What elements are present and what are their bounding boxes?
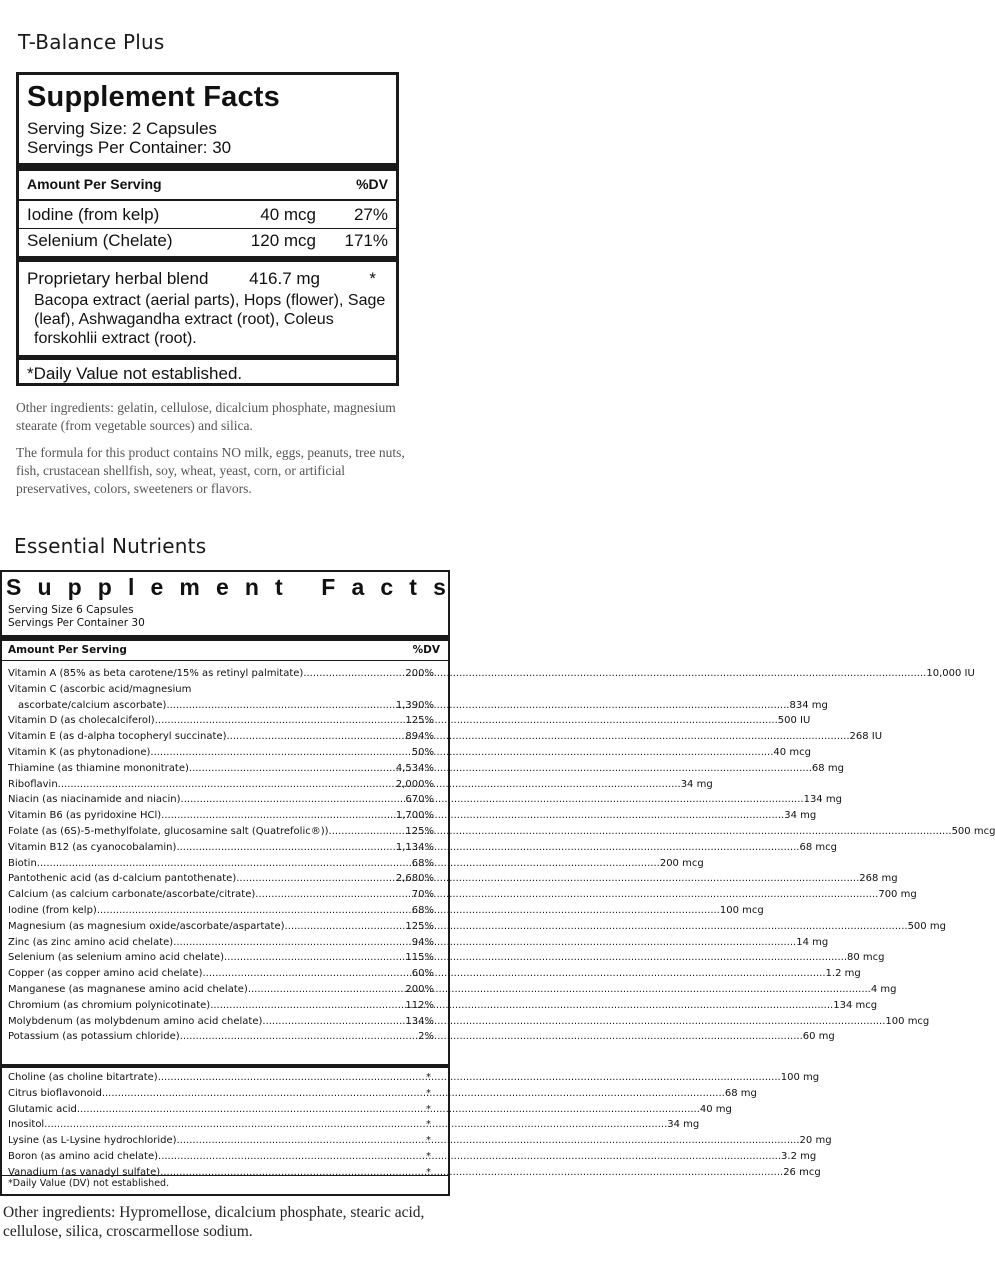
- nutrient-amount: 34 mg: [680, 778, 713, 790]
- nutrient-amount: 268 mg: [859, 873, 898, 885]
- title-letter: a: [351, 574, 365, 600]
- supplement-facts-panel: [16, 72, 399, 386]
- nutrient-row: [8, 935, 829, 951]
- nutrient-dv: 50%: [411, 746, 434, 758]
- nutrient-name: Folate (as (6S)-5-methylfolate, glucosamine salt (Quatrefolic®)): [8, 825, 329, 837]
- nutrient-dv: 1,134%: [395, 841, 434, 853]
- blend-amount: 416.7 mg: [249, 269, 320, 288]
- nutrient-name: Iodine (from kelp): [8, 904, 97, 916]
- nutrient-dv: 670%: [405, 794, 434, 806]
- nutrient-amount: 3.2 mg: [781, 1150, 817, 1162]
- title-letter: c: [380, 574, 394, 600]
- thick-divider: [19, 355, 396, 360]
- nutrient-row-continued: [8, 682, 440, 698]
- panel-footnote: *Daily Value (DV) not established.: [8, 1178, 170, 1189]
- other-nutrient-row: [8, 1149, 817, 1165]
- nutrient-name: Selenium (as selenium amino acid chelate): [8, 952, 224, 964]
- nutrient-row: [8, 950, 885, 966]
- nutrient-dv: 1,700%: [395, 810, 434, 822]
- nutrient-row: [27, 230, 388, 252]
- divider: [2, 1175, 448, 1176]
- title-letter: u: [37, 574, 52, 600]
- allergen-statement: The formula for this product contains NO milk, eggs, peanuts, tree nuts, fish, crustacean shellfish, soy, wheat, yeast, corn, or artificial preservatives, colors, sweeteners or flavors.: [16, 445, 405, 496]
- nutrient-dv: 200%: [405, 668, 434, 679]
- nutrient-dv: 68%: [411, 857, 434, 869]
- nutrient-name: Boron (as amino acid chelate): [8, 1150, 159, 1162]
- serving-info: [27, 119, 231, 157]
- nutrient-amount: 34 mg: [667, 1119, 700, 1131]
- amount-per-serving-label: Amount Per Serving: [27, 176, 162, 192]
- nutrient-row: [8, 792, 842, 808]
- footnote-text: *Daily Value not established.: [27, 364, 243, 383]
- nutrient-dv: 171%: [344, 231, 388, 250]
- nutrient-rows: [8, 713, 995, 1045]
- nutrient-amount: 40 mg: [699, 1103, 732, 1115]
- panel-footnote: [27, 363, 388, 385]
- title-letter: m: [179, 574, 200, 600]
- nutrient-amount: 40 mcg: [260, 205, 316, 224]
- thick-divider: [19, 163, 396, 171]
- other-nutrient-row: [8, 1086, 757, 1102]
- nutrient-dv: 125%: [405, 825, 434, 837]
- nutrient-amount: 10,000 IU: [926, 668, 975, 679]
- nutrient-amount: 40 mcg: [773, 746, 811, 758]
- nutrient-name: Inositol: [8, 1119, 45, 1131]
- nutrient-dv: *: [426, 1072, 431, 1083]
- title-letter: e: [150, 574, 164, 600]
- nutrient-dv: 200%: [405, 983, 434, 995]
- thick-divider: [2, 635, 448, 641]
- title-letter: l: [127, 574, 135, 600]
- nutrient-row: [8, 745, 811, 761]
- nutrient-dv: 2,680%: [395, 873, 434, 885]
- nutrient-amount: 700 mg: [878, 889, 917, 901]
- amount-header: [27, 174, 388, 194]
- nutrient-row: [8, 856, 704, 872]
- other-nutrient-row: [8, 1117, 700, 1133]
- nutrient-name: Vitamin D (as cholecalciferol): [8, 715, 155, 727]
- serving-size: Serving Size 6 Capsules: [8, 604, 134, 616]
- nutrient-row: [8, 919, 946, 935]
- nutrient-name: Thiamine (as thiamine mononitrate): [8, 762, 189, 774]
- nutrient-name: Choline (as choline bitartrate): [8, 1072, 158, 1083]
- title-letter: t: [275, 574, 283, 600]
- nutrient-dv: 68%: [411, 904, 434, 916]
- nutrient-name: Citrus bioflavonoid: [8, 1087, 102, 1099]
- other-nutrient-row: [8, 1133, 832, 1149]
- nutrient-row: [8, 824, 995, 840]
- nutrient-row: [8, 966, 861, 982]
- nutrient-amount: 26 mcg: [783, 1166, 821, 1178]
- title-letter: S: [6, 574, 22, 600]
- nutrient-name: Iodine (from kelp): [27, 205, 160, 224]
- nutrient-dv: 115%: [405, 952, 434, 964]
- serving-info: [8, 604, 145, 630]
- nutrient-row: [8, 761, 844, 777]
- panel-title: [6, 574, 446, 601]
- nutrient-name: Vanadium (as vanadyl sulfate): [8, 1166, 161, 1178]
- blend-dv: *: [369, 269, 376, 288]
- nutrient-dv: 125%: [405, 715, 434, 727]
- nutrient-dv: 4,534%: [395, 762, 434, 774]
- product-title: Essential Nutrients: [14, 534, 207, 558]
- other-nutrient-row: [8, 1070, 820, 1086]
- nutrient-name: Riboflavin: [8, 778, 58, 790]
- nutrient-amount: 100 mg: [780, 1072, 820, 1083]
- nutrient-dv: 125%: [405, 920, 434, 932]
- amount-header: [8, 644, 440, 656]
- nutrient-dv: *: [426, 1087, 431, 1099]
- nutrient-amount: 500 mg: [907, 920, 946, 932]
- title-letter: s: [433, 574, 446, 600]
- nutrient-dv: *: [426, 1150, 431, 1162]
- nutrient-dv: 60%: [411, 968, 434, 980]
- nutrient-dv: 27%: [353, 205, 388, 224]
- other-nutrient-rows: [8, 1070, 832, 1181]
- other-nutrient-row: [8, 1102, 732, 1118]
- nutrient-amount: 34 mg: [784, 810, 817, 822]
- nutrient-name: Manganese (as magnanese amino acid chelate): [8, 983, 248, 995]
- blend-row: [27, 268, 388, 290]
- nutrient-dv: *: [426, 1135, 431, 1147]
- supplement-facts-panel: [0, 570, 995, 1196]
- nutrient-name: Calcium (as calcium carbonate/ascorbate/citrate): [8, 889, 256, 901]
- nutrient-dv: 112%: [405, 999, 434, 1011]
- nutrient-amount: 134 mcg: [833, 999, 878, 1011]
- nutrient-amount: 14 mg: [796, 936, 829, 948]
- other-ingredients: Other ingredients: gelatin, cellulose, dicalcium phosphate, magnesium stearate (from vegetable sources) and silica.: [16, 400, 396, 433]
- nutrient-row: [8, 871, 898, 887]
- nutrient-row: [8, 729, 883, 745]
- nutrient-amount: 268 IU: [849, 731, 883, 743]
- title-letter: p: [67, 574, 82, 600]
- nutrient-amount: 68 mcg: [799, 841, 837, 853]
- divider: [2, 660, 448, 661]
- nutrient-row: [8, 698, 828, 714]
- dv-header: %DV: [356, 176, 388, 192]
- nutrient-amount: 200 mcg: [659, 857, 704, 869]
- nutrient-dv: 70%: [411, 889, 434, 901]
- title-letter: t: [409, 574, 417, 600]
- nutrient-amount: 80 mcg: [847, 952, 885, 964]
- nutrient-name: Vitamin B12 (as cyanocobalamin): [8, 841, 177, 853]
- blend-name: Proprietary herbal blend: [27, 269, 209, 288]
- nutrient-row: [8, 982, 897, 998]
- title-word-gap: [299, 574, 305, 601]
- nutrient-row: [8, 777, 713, 793]
- nutrient-amount: 134 mg: [803, 794, 842, 806]
- panel-title: Supplement Facts: [27, 81, 280, 113]
- nutrient-dv: 1,390%: [395, 699, 434, 711]
- nutrient-name: Vitamin E (as d-alpha tocopheryl succinate): [8, 731, 227, 743]
- title-letter: n: [244, 574, 259, 600]
- nutrient-name: Vitamin B6 (as pyridoxine HCl): [8, 810, 162, 822]
- nutrient-name: Magnesium (as magnesium oxide/ascorbate/aspartate): [8, 920, 285, 932]
- product-title: T-Balance Plus: [18, 30, 165, 54]
- nutrient-amount: 68 mg: [811, 762, 844, 774]
- thick-divider: [2, 1064, 448, 1068]
- nutrient-name: Zinc (as zinc amino acid chelate): [8, 936, 174, 948]
- other-nutrient-list: [8, 1070, 832, 1181]
- nutrient-dv: *: [426, 1166, 431, 1178]
- nutrient-name: Pantothenic acid (as d-calcium pantothenate): [8, 873, 237, 885]
- nutrient-row: [27, 204, 388, 226]
- nutrient-amount: 1.2 mg: [825, 968, 861, 980]
- divider: [19, 199, 396, 201]
- nutrient-dv: *: [426, 1119, 431, 1131]
- serving-size: Serving Size: 2 Capsules: [27, 119, 217, 138]
- nutrient-amount: 100 mcg: [719, 904, 764, 916]
- title-letter: e: [215, 574, 229, 600]
- nutrient-dv: 134%: [405, 1015, 434, 1027]
- nutrient-dv: 894%: [405, 731, 434, 743]
- nutrient-name: Copper (as copper amino acid chelate): [8, 968, 203, 980]
- nutrient-name: Vitamin K (as phytonadione): [8, 746, 151, 758]
- title-letter: F: [321, 574, 336, 600]
- divider: [19, 228, 396, 229]
- thick-divider: [19, 256, 396, 262]
- nutrient-name: ascorbate/calcium ascorbate): [18, 699, 167, 711]
- nutrient-row: [8, 840, 837, 856]
- nutrient-row: [8, 1014, 930, 1030]
- title-letter: p: [97, 574, 112, 600]
- nutrient-name: Biotin: [8, 857, 37, 869]
- other-ingredients: Other ingredients: Hypromellose, dicalcium phosphate, stearic acid, cellulose, silica, croscarmellose sodium.: [3, 1204, 425, 1240]
- nutrient-row: [8, 713, 811, 729]
- nutrient-name: Vitamin C (ascorbic acid/magnesium: [8, 683, 192, 695]
- servings-per-container: Servings Per Container 30: [8, 617, 145, 629]
- nutrient-row: [8, 808, 817, 824]
- nutrient-amount: 60 mg: [802, 1031, 835, 1043]
- nutrient-amount: 500 mcg: [951, 825, 995, 837]
- nutrient-amount: 68 mg: [724, 1087, 757, 1099]
- nutrient-row: [8, 1029, 835, 1045]
- nutrient-amount: 100 mcg: [885, 1015, 930, 1027]
- nutrient-name: Lysine (as L-Lysine hydrochloride): [8, 1135, 177, 1147]
- nutrient-name: Molybdenum (as molybdenum amino acid chelate): [8, 1015, 263, 1027]
- blend-ingredients: Bacopa extract (aerial parts), Hops (flower), Sage (leaf), Ashwagandha extract (root), Coleus forskohlii extract (root).: [34, 292, 386, 347]
- nutrient-amount: 500 IU: [777, 715, 811, 727]
- nutrient-row: [8, 887, 917, 903]
- nutrient-name: Potassium (as potassium chloride): [8, 1031, 180, 1043]
- nutrient-name: Glutamic acid: [8, 1103, 77, 1115]
- amount-per-serving-label: Amount Per Serving: [8, 644, 127, 656]
- nutrient-amount: 20 mg: [799, 1135, 832, 1147]
- nutrient-row: [8, 903, 764, 919]
- nutrient-dv: 2,000%: [395, 778, 434, 790]
- nutrient-dv: *: [426, 1103, 431, 1115]
- nutrient-name: Selenium (Chelate): [27, 231, 173, 250]
- servings-per-container: Servings Per Container: 30: [27, 138, 232, 157]
- nutrient-list: [8, 666, 995, 1045]
- nutrient-name: Niacin (as niacinamide and niacin): [8, 794, 181, 806]
- dv-header: %DV: [412, 644, 440, 656]
- nutrient-amount: 834 mg: [789, 699, 828, 711]
- nutrient-amount: 120 mcg: [250, 231, 316, 250]
- nutrient-row: [8, 666, 975, 682]
- nutrient-dv: 94%: [411, 936, 434, 948]
- nutrient-dv: 2%: [418, 1031, 434, 1043]
- nutrient-row: [8, 998, 878, 1014]
- nutrient-name: Chromium (as chromium polynicotinate): [8, 999, 211, 1011]
- nutrient-name: Vitamin A (85% as beta carotene/15% as retinyl palmitate): [8, 668, 304, 679]
- nutrient-amount: 4 mg: [870, 983, 897, 995]
